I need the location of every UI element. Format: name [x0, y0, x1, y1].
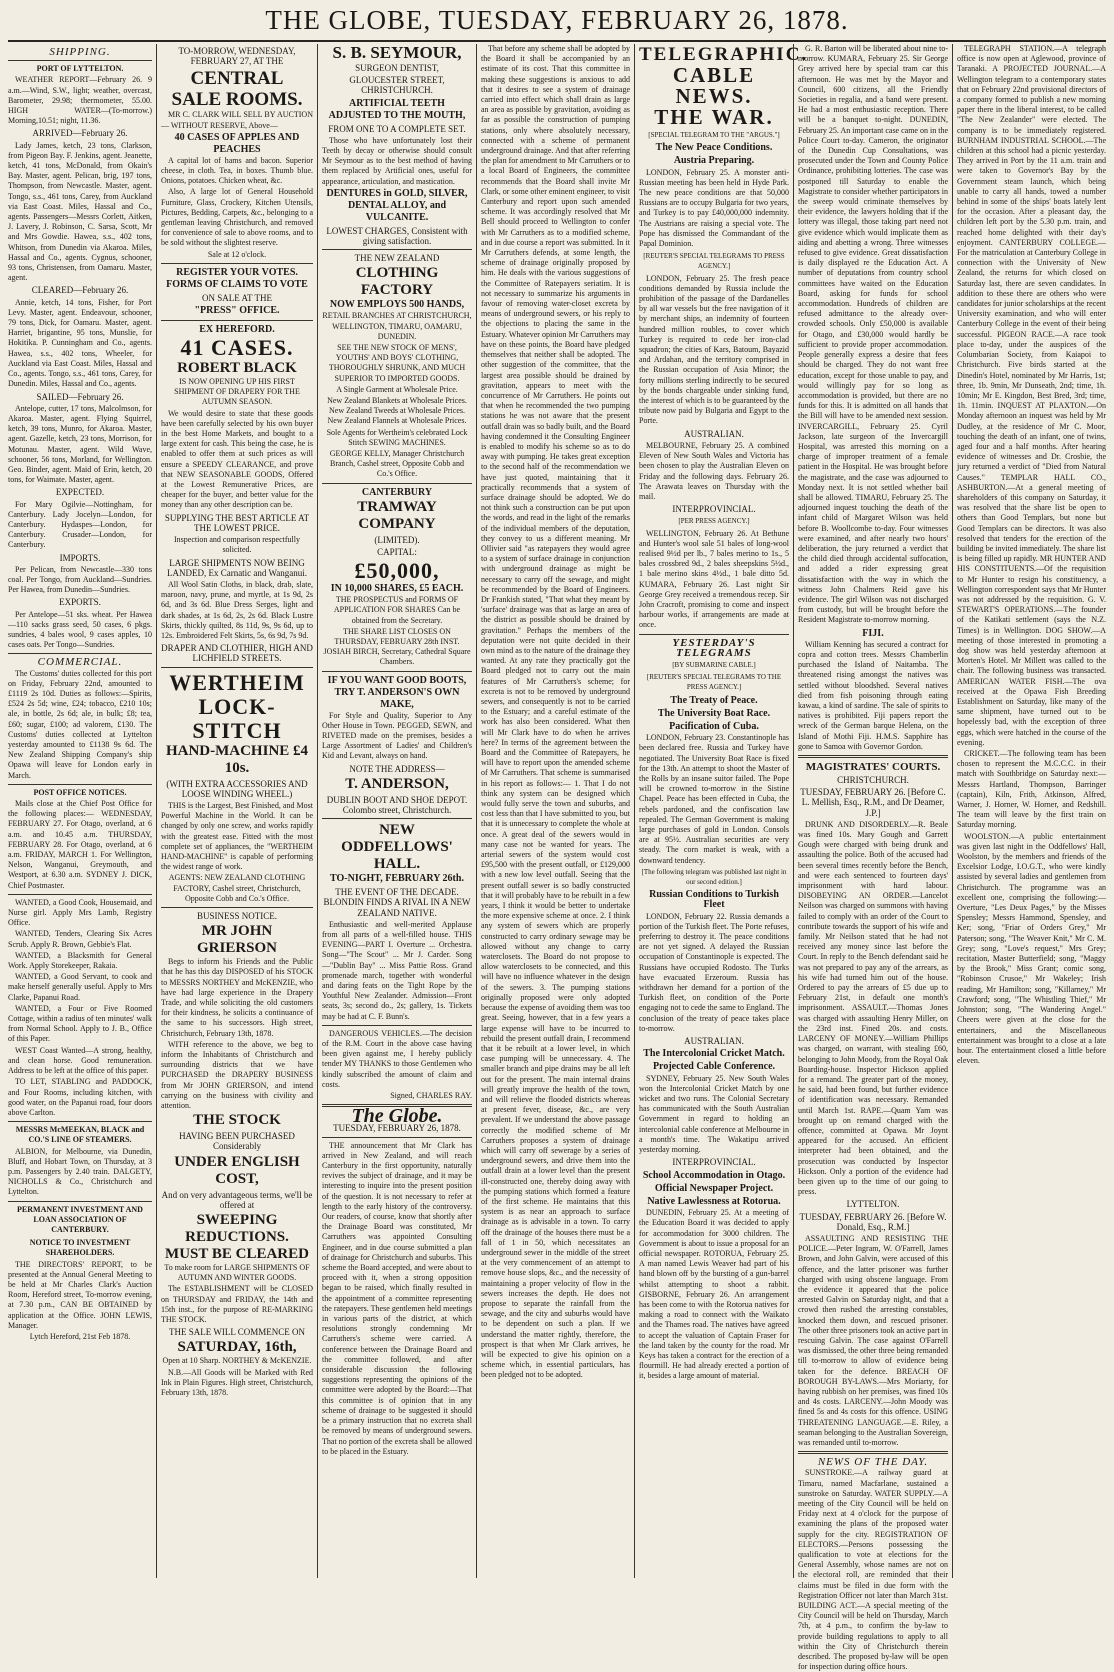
publish-note: [The following telegram was published last night in our second edition.]: [641, 867, 787, 887]
divider: [322, 671, 472, 672]
divider: [322, 818, 472, 819]
leader-continued: That before any scheme shall be adopted by the Board it shall be accompanied by an estimate of its cost. That this committee in making these suggestions is anxious to add that it desires to see a system of drainage carried into effect which shall drain as large an area as possible by gravitation, avoiding as far as possible the construction of pumping stations, only where absolutely necessary, connected with a scheme of permanent underground drainage. And that after referring the plan for amendment to Mr Carruthers or to a local Board of Engineers, the committee recommends that the Board shall invite Mr Clark, or some other eminent engineer, to visit Canterbury and report upon such amended scheme. It was accordingly resolved that Mr Bell should proceed to Wellington to confer with Mr Carruthers as to a modified scheme, and in due course a report was submitted. In it Mr Carruthers defends, at some length, the scheme of drainage originally proposed by him. He deals with the various suggestions of the Committee of Ratepayers seriatim. It is not necessary to summarize his arguments in favour of removing water-closet excreta by means of underground sewers, or his reply to the objections to placing the same in the Estuary. Whatever opinion Mr Carruthers may have on these points, the Board have pledged themselves that neither shall be adopted. The other suggestion of the committee, that the largest area possible should be drained by gravitation, appears to meet with the concurrence of Mr Carruthers. He points out that when he recommended the two pumping stations he was not aware that the present outfall drain was so badly built, and the Board having condemned it the Consulting Engineer is enabled to modify his scheme so as to do away with pumping. He takes great exception to the second half of the recommendation we have just quoted, maintaining that it practically recommends that a system of surface drainage should be adopted. We do not think such a construction can be put upon the words, and read in the light of the remarks of the individual members of the deputation, they convey to us a different meaning. Mr Ollivier said "as ratepayers they would agree to a system of surface drainage in conjunction with underground drainage as might be necessary to carry off the sewage, and might be recommended by the Board of Engineers. Dr Frankish stated, "That what they meant by 'surface' drainage was that as large an area of the district as possible should be drained by gravitation." Perhaps the members of the deputation were not quite decided in their own mind as to the nature of the drainage they wanted. At any rate they practically got the Board pledged not to carry out the main features of Mr Carruthers's scheme; for excreta is not to be removed by underground sewers, and consequently is not to be carried to the Estuary; and a careful estimate of the work has also been considered. What then will Mr Clark have to do when he arrives here? In terms of the agreement between the Board and the Committee of Ratepayers, he will have to report upon the amended scheme of Mr Carruthers. That scheme is summarised in his report as follows:— 1. That I do not think any system can be designed which would fully serve the town and suburbs, and cost less than that I have submitted to you, but that it is unnecessary to complete the whole at once. A great deal of the sewers would in many case not be wanted for years. The arterial sewers of the system would cost £95,500 with the present outfall, or £129,000 with a new low level outfall. Seeing that the present outfall sewer is so badly constructed that it will probably have to be rebuilt in a few years, I think it would be better to undertake the more expensive scheme at once. 2. I think any system of sewers which are properly constructed to carry ordinary sewage may be allowed without any change to carry waterclosets. The Board do not propose to allow waterclosets to be connected, and this will have no influence whatever in the design of the sewers. 3. The pumping stations originally proposed were only adopted because the expense of avoiding them was too great. Seeing, however, that in a few years a large expense will have to be incurred to rebuild the present outfall drain, I recommend that it be rebuilt at a lower level, in which case pumping will be unnecessary. 4. The smaller branch and pipe drains may be all left out for the present. The main internal drains will greatly improve the health of the town, and will relieve the flooded districts whereas at present fever, disease, &c., are very prevalent. If we understand the above passage correctly the modified scheme of Mr Carruthers proposes a system of drainage which will carry off sewerage by a series of underground sewers, and drive them into the outfall drain at a lower level than the present ill-constructed one, thereby doing away with the pumping stations which formed a feature of the first scheme. He maintains that this system is as near an approach to surface drainage as is advisable in a town. To carry off the drainage of the houses there must be a fall of 1 in 50, which necessitates an underground sewer in the middle of the street at the very commencement of an attempt to remove house slops, &c., and the necessity of maintaining a proper velocity of flow in the sewers increases the depth. He does not propose to separate the rainfall from the sewage, and the city and suburbs would have to be dependent on such a plan. If we understand the matter rightly, therefore, the prospect is that when Mr Clark arrives, he will be expected to give his opinion on a scheme which, in essential particulars, has been pledged not to be adopted.: [481, 44, 630, 1380]
local-news: TELEGRAPH STATION.—A telegraph office is now open at Aglewood, province of Taranaki. A PROJECTED JOURNAL.—A Wellington telegram to a contemporary states that on February 22nd provisional directors of a company formed to publish a new morning paper there in the liberal interest, to be called "The New Zealander" were elected. The company is to be immediately registered. BURNHAM INDUSTRIAL SCHOOL.—The children at this school had a picnic yesterday. They arrived in Port by the 11 a.m. train and were taken to Governor's Bay by the Government steam launch, which being unable to carry all hands, towed a number behind in some of the ships' boats lately lent for the occasion. After a pleasant day, the children left port by the 5.30 p.m. train, and reached home delighted with their day's enjoyment. CANTERBURY COLLEGE.—For the matriculation at Canterbury College in connection with the University of New Zealand, the returns for which closed on Saturday last, there are seven candidates. In addition to these there are others who were candidates for junior scholarships at the recent University examination, and who will enter Canterbury College in the event of their being successful. PIGEON RACE.—A race took place to-day, under the auspices of the Columbarian Society, from Kaiapoi to Christchurch. Five birds started at the Dinedin's Hotel, nominated by Mr Harris, 1st; three, 1b. 9min, Mr Dunseath, 2nd; time, 1h. 10min; Mr E. Kingdon, Best Bred, 3rd; time, 1h. 11min. INQUEST AT PLAXTON.—On Monday afternoon an inquest was held by Mr Dudley, at the residence of Mr C. Moor, touching the death of an infant, one of twins, aged four and a half months. After hearing evidence of witnesses and Dr. Crosbie, the jury returned a verdict of "Died from Natural Causes." TEMPLAR HALL CO., ASHBURTON.—At a general meeting of shareholders of this company on Saturday, it was resolved that the share list be open to others than Good Templars, but none but Good Templars can be directors. It was also resolved that tenders for the erection of the building be invited immediately. The share list is being filled up rapidly. MR HUNTER AND HIS CONSTITUENTS.—Of the requisition to Mr Hunter to resign his constituency, a Wellington correspondent says that Mr Hunter was not addressed by the requisition. G. V. STEWART'S OPERATIONS.—The founder of the Katikati settlement (says the N.Z. Times) is in Wellington. DOG SHOW.—A meeting of those interested in promoting a dog show was held yesterday afternoon at Morten's Hotel. Mr Millett was called to the chair. The following business was transacted. AMERICAN WATER FISH.—The ova received at the Opawa Fish Breeding Establishment on Saturday, like many of the same shipment, have turned out to be hopelessly bad, with the exception of three eggs, which were hatched in the course of the evening.: [957, 44, 1106, 747]
austria-heading: Austria Preparing.: [673, 155, 755, 167]
christchurch-heading: CHRISTCHURCH.: [837, 775, 909, 786]
yesterday-text: LONDON, February 23. Constantinople has been declared free. Russia and Turkey have negotiated. The University Boat Race is fixed for the 13th. An attempt to shoot the Master of the Rolls by an insane suitor failed. The Pope will be crowned to-morrow in the Sistine Chapel. Peace has been effected in Cuba, the rebels pardoned, and the confiscation law repealed. The German Government is making large purchases of gold in London. Consols are at 95½. Australian securities are very steady. The corn market is weak, with a downward tendency.: [639, 733, 789, 865]
sale-time: Sale at 12 o'clock.: [207, 249, 267, 259]
russian-text: LONDON, February 22. Russia demands a portion of the Turkish fleet. The Porte refuses, preferring to destroy it. The peace conditions are not yet signed. A delayed the Russian occupation of Constantinople is expected. The Russians have occupied Rodosto. The Turks have evacuated Erzeroum. Russia has withdrawn her demand for a portion of the Turkish fleet, on condition of the Porte engaging not to cede the same to England. The conclusion of the treaty of peace takes place to-morrow.: [639, 911, 789, 1033]
exports-list: Per Antelope—51 sks. wheat. Per Hawea—110 sacks grass seed, 50 cases, 6 pkgs. sundries, 4 bales wool, 9 cases apples, 10 cases oats. Per Tongo—Sundries.: [8, 609, 152, 650]
interprovincial-heading-2: INTERPROVINCIAL.: [672, 1157, 756, 1168]
gloucester-text: GLOUCESTER STREET, CHRISTCHURCH.: [349, 75, 445, 96]
must-clear-heading: MUST BE CLEARED: [165, 1246, 309, 1263]
large-shipments: LARGE SHIPMENTS NOW BEING LANDED, Ex Carnatic and Wanganui.: [166, 557, 308, 578]
wanted-ad: WANTED, a Good Servant, to cook and make herself generally useful. Apply to Mrs Clarke, Papanui Road.: [8, 972, 152, 1002]
wertheim-heading: WERTHEIM: [169, 669, 305, 695]
war-heading: THE WAR.: [654, 105, 774, 129]
column-ads-2: [322, 44, 472, 1578]
notice-text: THE DIRECTORS' REPORT, to be presented at the Annual General Meeting to be held at Mr Charles Clark's Auction Room, Hereford street, To-morrow evening, at 7.30 p.m., CAN BE OBTAINED by application at the Office. JOHN LEWIS, Manager.: [8, 1259, 152, 1330]
native-heading: Native Lawlessness at Rotorua.: [647, 1195, 781, 1207]
agents-text: Sole Agents for Wertheim's celebrated Lock Stitch SEWING MACHINES.: [326, 427, 468, 447]
branches-text: RETAIL BRANCHES AT CHRISTCHURCH, WELLINGTON, TIMARU, OAMARU, DUNEDIN.: [322, 311, 472, 341]
arrived-heading: ARRIVED—February 26.: [32, 128, 128, 139]
tonight-text: TO-NIGHT, FEBRUARY 26th.: [330, 873, 464, 885]
exports-heading: EXPORTS.: [59, 597, 101, 608]
cricket-heading: The Intercolonial Cricket Match.: [643, 1048, 785, 1060]
sale-date: TO-MORROW, WEDNESDAY, FEBRUARY 27, AT THE: [178, 46, 296, 67]
note-address: NOTE THE ADDRESS—: [349, 763, 445, 774]
cable-news-heading: CABLE NEWS.: [672, 63, 756, 108]
cuba-heading: Pacification of Cuba.: [669, 720, 759, 732]
signed-text: Signed, CHARLES RAY.: [390, 1091, 472, 1100]
fiji-text: William Kenning has secured a contract for copra and cotton trees. Messrs Chamberlin purchased the Island of Naitamba. The threatened rising amongst the natives was settled without bloodshed. Several natives died from fish poisoning through eating kawau, a kind of sardine. The sale of spirits to natives is prohibited. Fiji papers report the wreck of the German barque Helena, on the Island of Mothi Fiji. H.M.S. Sapphire has gone to Samoa with Governor Gordon.: [798, 639, 948, 751]
surgeon-text: SURGEON DENTIST,: [355, 63, 439, 73]
court-text: DRUNK AND DISORDERLY.—R. Beale was fined 10s. Mary Gough and Garrett Gough were charged with being drunk and assaulting the police. Both of the accused had been several times recently before the Bench, and were each sentenced to fourteen days' imprisonment with hard labour. DISOBEYING AN ORDER.—Lancelot Neilson was charged on summons with having failed to comply with an order of the Court to contribute towards the support of his wife and family. Mr Neilson stated that he had not received any money since last before the Court. In reply to the Bench defendant said he was not prepared to pay any of the arrears, as his wife had turned him out of the house. Ordered to pay the arrears of £5 due up to February 21st, in default one month's imprisonment. ASSAULT.—Thomas Jones was charged with assaulting Henry Miller, on the 23rd inst. Fined 20s. and costs. LARCENY OF MONEY.—William Phillips was charged, on warrant, with stealing £60, belonging to John Moody, from the Royal Oak Boarding-house. Inspector Hickson applied for a remand. The greater part of the money, he said, had been found, but further evidence of identification was necessary. Remanded until March 1st. RAPE.—Quam Yam was brought up on remand charged with the offence, committed at Opawa. Mr Joynt appeared for the accused. An efficient interpreter had been obtained, and the prosecution was conducted by Inspector Hickson. Only a portion of the evidence had been given up to the time of our going to press.: [798, 819, 948, 1197]
divider: [322, 249, 472, 250]
notice-heading: NOTICE TO INVESTMENT SHAREHOLDERS.: [29, 1238, 131, 1258]
column-rule: [793, 44, 794, 1578]
limited-text: (LIMITED).: [374, 534, 420, 545]
draper-address: DRAPER AND CLOTHIER, HIGH AND LICHFIELD STREETS.: [161, 643, 313, 664]
drapery-text: IS NOW OPENING UP HIS FIRST SHIPMENT OF DRAPERY FOR THE AUTUMN SEASON.: [174, 377, 300, 407]
tramway-heading: TRAMWAY COMPANY: [357, 498, 437, 532]
cricket-news: CRICKET.—The following team has been chosen to represent the M.C.C.C. in their match with Southbridge on Saturday next:—Messrs Hartland, Thompson, Barringer (captain), Kiln, Frith, Atkinson, Alfred, Warner, J. Horner, W. Horner, and Redshill. The team will leave by the first train on Saturday morning.: [957, 749, 1106, 830]
onsale-text: ON SALE AT THE: [202, 292, 272, 303]
australian-heading-2: AUSTRALIAN.: [684, 1036, 744, 1047]
tram-heading: CANTERBURY: [361, 486, 433, 498]
event-text: THE EVENT OF THE DECADE. BLONDIN FINDS A RIVAL IN A NEW ZEALAND NATIVE.: [323, 887, 471, 918]
globe-date: TUESDAY, FEBRUARY 26, 1878.: [333, 1123, 461, 1134]
column-local: [957, 44, 1106, 1578]
under-cost-heading: UNDER ENGLISH COST,: [174, 1153, 300, 1187]
dublin-text: DUBLIN BOOT AND SHOE DEPOT. Colombo street, Christchurch.: [326, 794, 468, 815]
divider: [8, 60, 152, 61]
commercial-heading: COMMERCIAL.: [37, 656, 123, 669]
column-ads-1: [161, 44, 313, 1578]
divider: [639, 634, 789, 635]
divider: [161, 907, 313, 908]
wanted-ad: WANTED, a Four or Five Roomed Cottage, within a radius of ten minutes' walk from Normal School. Apply to J. B., Office of this Paper.: [8, 1003, 152, 1044]
fiji-heading: FIJI.: [862, 627, 884, 639]
telegrams-continued: G. R. Barton will be liberated about nine to-morrow. KUMARA, February 25. Sir George Grey arrived here by special tram car this afternoon. He was met by the Mayor and Council, 600 citizens, all the Friendly Societies in regalia, and a band were present. He had a most enthusiastic reception. There will be a banquet to-night. DUNEDIN, February 25. An important case came on in the Police Court to-day. Cameron, the originator of the Dunedin Cup Consultations, was prosecuted under the Town and County Police Ordinance, prohibiting lotteries. The case was postponed till Saturday to enable the Magistrate to consider whether participators in the sweep would criminate themselves by their evidence, the lawyers holding that if the lottery was illegal, those taking part need not give evidence which would implicate them as aiding and abetting a wrong. Three witnesses refused to give evidence. Great dissatisfaction is daily displayed re the Education Act. A number of deputations from country school committees have waited on the Education Board, asking for funds for school accommodation. Hundreds of children are refused admittance to the already over-crowded schools. Only £50,000 is available for Otago, and £30,000 would hardly be sufficient to provide proper accommodation. People generally express a desire that fees should be charged. They do not want free education, except for those unable to pay, and would willingly pay for so long as accommodation is provided, but there are no funds for this. It is admitted on all hands that the Bill will have to be amended next session. INVERCARGILL, February 25. Cyril Jackson, late surgeon of the Invercargill Hospital, was arrested this morning on a charge of improper treatment of a female patient in the Hospital. He was brought before the magistrate, and the case was adjourned to Monday next. It is not settled whether bail shall be allowed. TIMARU, February 25. The adjourned inquest touching the death of the infant child of Margaret Wilson was held before B. Woollcombe to-day. Four witnesses were examined, and after nearly two hours' deliberation, the jury returned a verdict that the child died through accidental suffocation, and added a rider expressing great dissatisfaction with the way in which the witness John Chalmers Reid gave his evidence. The girl Wilson was not discharged from custody, but will be brought before the Resident Magistrate to-morrow morning.: [798, 44, 948, 625]
commercial-text: The Customs' duties collected for this port on Friday, February 22nd, amounted to £1119 2s 10d. Duties as follows:—Spirits, £524 2s 5d; wine, £24; tobacco, £210 10s; ale, in bottle, 2s 6d; ale, in bulk; £8; tea, £60; sugar, £100; ad valorem, £130. The Customs' duties collected at Lyttelton yesterday amounted to £1138 9s 6d. The New Zealand Shipping Company's ship Opawa will leave for London early in March.: [8, 668, 152, 780]
lyttelton-heading: LYTTELTON.: [846, 1199, 900, 1210]
divider: [161, 667, 313, 668]
divider: [8, 1121, 152, 1122]
postoffice-text: Mails close at the Chief Post Office for the following places:— WEDNESDAY, FEBRUARY 27. For Otago, overland, at 6 a.m. and 10.45 a.m. THURSDAY, FEBRUARY 28. For Otago, overland, at 6 a.m. FRIDAY, MARCH 1. For Wellington, Nelson, Wanganui, Greymouth, and Westport, at 6.30 a.m. SYDNEY J. DICK, Chief Postmaster.: [8, 799, 152, 890]
permanent-heading: PERMANENT INVESTMENT AND LOAN ASSOCIATION OF CANTERBURY.: [17, 1204, 143, 1234]
lots-text: A capital lot of hams and bacon. Superior cheese, in cloth. Tea, in boxes. Thumb blue. Onions, potatoes. Chicken wheat, &c.: [161, 155, 313, 186]
inspection-text: Inspection and comparison respectfully solicited.: [174, 535, 300, 555]
stock-heading: THE STOCK: [193, 1112, 281, 1129]
divider: [161, 320, 313, 321]
divider: [322, 483, 472, 484]
russian-heading: Russian Conditions to Turkish Fleet: [649, 889, 779, 911]
wanted-ad: WEST Coast Wanted—A strong, healthy, and clean horse. Good remuneration. Address to be left at the office of this paper.: [8, 1045, 152, 1076]
sailed-heading: SAILED—February 26.: [36, 391, 124, 402]
exhereford-heading: EX HEREFORD.: [199, 324, 275, 336]
boots-heading: IF YOU WANT GOOD BOOTS, TRY T. ANDERSON'S OWN MAKE,: [327, 674, 467, 710]
capital-text: CAPITAL:: [377, 546, 417, 557]
close-text: THE SHARE LIST CLOSES ON THURSDAY, FEBRUARY 28th INST. JOSIAH BIRCH, Secretary, Cathedral Square Chambers.: [323, 626, 471, 667]
australian-text: MELBOURNE, February 25. A combined Eleven of New South Wales and Victoria has been chosen to play the Australian Eleven on Friday and the following days. February 26. The Arawata leaves on Thursday with the mail.: [639, 440, 789, 501]
thesale-text: THE SALE WILL COMMENCE ON: [169, 1327, 305, 1338]
tolet-ad: TO LET, STABLING and PADDOCK, and Four Rooms, including kitchen, with good water, on the Papanui road, four doors above Carlton.: [8, 1077, 152, 1117]
clothing-factory-heading: CLOTHING FACTORY: [355, 265, 439, 299]
imports-heading: IMPORTS.: [59, 552, 101, 563]
interprovincial-text: WELLINGTON, February 26. At Bethune and Hunter's wool sale 51 bales of long-wool realised 9½d per lb., 7 bales merino to 1s., 5 bales crossbred 9d., 2 bales sheepskins 5½d., 1 bale merino skins 4½d., 1 bale ditto 5d. KUMARA, February 26. Last night Sir George Grey received a tremendous recep. Sir John Cracroft, promising to come and inspect harbour works, if arrangements are made at once.: [639, 528, 789, 630]
terms-text: And on very advantageous terms, we'll be offered at: [161, 1189, 313, 1210]
masthead-rule: [8, 40, 1106, 42]
press-office: "PRESS" OFFICE.: [194, 305, 280, 317]
room-text: To make room for LARGE SHIPMENTS OF AUTUMN AND WINTER GOODS.: [164, 1263, 310, 1283]
peace-heading: The New Peace Conditions.: [655, 142, 773, 154]
lines-text: All Wool Satin Cloths, in black, drab, slate, maroon, navy, prune, and myrtle, at 1s 9d, 2s 6d, and 3s 6d. Blue Dress Serges, light and dark shades, at 1s 6d, 2s, 2s 6d. Black Lustre Skirts, thickly quilted, 8s 11d, 9s, 9s 6d, up to 12s. Embroidered Felt Skirts, 5s, 6s 9d, 7s 9d.: [161, 579, 313, 640]
news-text: SUNSTROKE.—A railway guard at Timaru, named Macfarlane, sustained a sunstroke on Saturday. WATER SUPPLY.—A meeting of the City Council will be held on Friday next at 4 o'clock for the purpose of examining the plans of the proposed water supply for the city. REGISTRATION OF ELECTORS.—Persons possessing the qualification to vote at elections for the General Assembly, whose names are not on the electoral roll, are reminded that their claims must be filed in due form with the Registration Officer not later than March 31st. BUILDING ACT.—A special meeting of the City Council will be held on Thursday, March 7th, at 4 p.m., to confirm the by-law to provide building regulations to apply to all within the City of Christchurch therein described. The proposed by-law will be open for inspection during office hours.: [798, 1468, 948, 1672]
supplying-text: SUPPLYING THE BEST ARTICLE AT THE LOWEST PRICE.: [164, 512, 310, 533]
shipping-heading: SHIPPING.: [49, 46, 111, 58]
capital-amount: £50,000,: [354, 558, 440, 584]
lockstitch-heading: LOCK-STITCH: [192, 693, 282, 743]
column-news: [798, 44, 948, 1672]
conference-heading: Projected Cable Conference.: [652, 1061, 776, 1073]
grierson-body: Begs to inform his Friends and the Public that he has this day DISPOSED of his STOCK to MESSRS NORTHEY and McKENZIE, who have had large experience in the Drapery Trade, and while soliciting the old customers for their kindness, he solicits a continuance of the same to his successors. High street, Christchurch, February 13th, 1878.: [161, 957, 313, 1038]
prospectus-text: THE PROSPECTUS and FORMS OF APPLICATION FOR SHARES Can be obtained from the Secretary.: [333, 595, 461, 625]
arrived-list: Lady James, ketch, 23 tons, Clarkson, from Pigeon Bay. F. Jenkins, agent. Jeanette, ketch, 41 tons, McDonald, from Okain's Bay. Master, agent. Pelican, brig, 197 tons, Thompson, from Newcastle. Master, agent. Tongo, s.s., 461 tons, Carey, from Auckland via East Coast. Miles, Hassal and Co., agents. Passengers—Messrs Corlett, Aitken, J. Lavery, J. Robinson, C. Sarsa, Scott, Mr and Mrs Gowdie. Hawea, s.s., 402 tons, Whitson, from Dunedin via Akaroa. Miles, Hassal and Co., agents. Cygnus, schooner, 93 tons, Christensen, from Oamaru. Master, agent.: [8, 140, 152, 283]
imports-list: Per Pelican, from Newcastle—330 tons coal. Per Tongo, from Auckland—Sundries. Per Hawea, from Dunedin—Sundries.: [8, 564, 152, 595]
teeth-heading: ARTIFICIAL TEETH ADJUSTED TO THE MOUTH,: [328, 97, 466, 121]
sailed-list: Antelope, cutter, 17 tons, Malcolmson, for Akaroa. Master, agent. Flying Squirrel, ketch, 39 tons, Munro, for Akaroa. Master, agent. Gazelle, ketch, 23 tons, Morrison, for Motunau. Master, agent. Wild Wave, schooner, 56 tons, Morland, for Wellington. Geo. Binder, agent. Maid of Erin, ketch, 20 tons, for Waimate. Master, agent.: [8, 403, 152, 485]
register-heading: REGISTER YOUR VOTES.: [176, 266, 298, 278]
expected-heading: EXPECTED.: [55, 487, 105, 498]
machine-body: THIS is the Largest, Best Finished, and Most Powerful Machine in the World. It can be changed by only one screw, and works rapidly with the greatest ease. Fitted with the most complete set of appliances, the "WERTHEIM HAND-MACHINE" is capable of performing the widest range of work.: [161, 800, 313, 872]
danger-notice: DANGEROUS VEHICLES.—The decision of the R.M. Court in the above case having been given against me, I hereby publicly tender MY THANKS to those Gentlemen who kindly subscribed the amount of claim and costs.: [322, 1028, 472, 1089]
weather-report: WEATHER REPORT—February 26. 9 a.m.—Wind, S.W., light; weather, overcast, Barometer, 29.98; thermometer, 55.00. HIGH WATER—(To-morrow.) Morning,10.51; night, 11.36.: [8, 75, 152, 126]
kelly-text: GEORGE KELLY, Manager Christchurch Branch, Cashel street, Opposite Cobb and Co.'s Office.: [329, 449, 465, 479]
column-rule: [317, 44, 318, 1578]
auction-text: MR C. CLARK WILL SELL BY AUCTION— WITHOUT RESERVE, Above—: [161, 110, 313, 130]
footer-note: Lytch Hereford, 21st Feb 1878.: [29, 1331, 131, 1341]
column-leader: [481, 44, 630, 1578]
lowest-charges: LOWEST CHARGES, Consistent with giving satisfaction.: [326, 225, 468, 247]
divider: [798, 755, 948, 758]
special-telegram: [SPECIAL TELEGRAM TO THE "ARGUS."]: [648, 131, 780, 139]
drapery-body: We would desire to state that these goods have been carefully selected by his own buyer in the best Home Markets, and bought to a large extent for cash. This being the case, he is enabled to offer them at such prices as will ensure a SPEEDY CLEARANCE, and prove that NEW SEASONABLE GOODS, Offered at the Lowest Remunerative Prices, are cheaper for the buyer, and better value for the money than any other description can be.: [161, 408, 313, 510]
also-text: Also, A large lot of General Household Furniture, Glass, Crockery, Kitchen Utensils, Pictures, Bedding, Carpets, &c., belonging to a gentleman leaving Christchurch, and removed for convenience of sale to above rooms, and to be sold without the slightest reserve.: [161, 187, 313, 248]
steamers-heading: MESSRS McMEEKAN, BLACK and CO.'S LINE OF STEAMERS.: [15, 1125, 145, 1145]
blankets-text: New Zealand Blankets at Wholesale Prices. New Zealand Tweeds at Wholesale Prices. New Zealand Flannels at Wholesale Prices.: [327, 396, 467, 426]
newspaper-title: THE GLOBE, TUESDAY, FEBRUARY 26, 1878.: [265, 5, 849, 35]
australian-text-2: SYDNEY, February 25. New South Wales won the Intercolonial Cricket Match by one wicket and two runs. The Colonial Secretary has communicated with the South Australian Government in regard to holding an intercolonial cable conference at Melbourne in a month's time. The Wakatipu arrived yesterday morning.: [639, 1073, 789, 1155]
postoffice-heading: POST OFFICE NOTICES.: [33, 787, 127, 797]
column-rule: [156, 44, 157, 1578]
open-text: Open at 10 Sharp. NORTHEY & McKENZIE.: [162, 1356, 312, 1366]
wanted-ad: WANTED, a Good Cook, Housemaid, and Nurse girl. Apply Mrs Lamb, Registry Office.: [8, 897, 152, 928]
column-rule: [476, 44, 477, 1578]
masthead: [0, 0, 1114, 40]
divider: [322, 1137, 472, 1138]
expected-list: For Mary Ogilvie—Nottingham, for Canterbury. Lady Jocelyn—London, for Canterbury. Hydaspes—London, for Canterbury. Crusader—London, for Canterbury.: [8, 499, 152, 550]
central-heading: CENTRAL: [190, 68, 284, 90]
forms-heading: FORMS OF CLAIMS TO VOTE: [166, 278, 308, 290]
robert-black-heading: ROBERT BLACK: [177, 360, 297, 377]
press-agency-label: [PER PRESS AGENCY.]: [678, 517, 750, 526]
woolston-news: WOOLSTON.—A public entertainment was given last night in the Oddfellows' Hall, Woolston, by the members and friends of the Excelsior Lodge, I.O.G.T., who were kindly assisted by several ladies and gentlemen from Christchurch. The programme was an excellent one, comprising the following:—Overture, "Les Deux Pages," by the Misses Spensley; Messrs Hammond, Spensley, and Ker; song, "Friar of Orders Grey," Mr Paterson; song, "The Weaver Knit," Mr C. M. Grey; song, "Love's request," Mrs Grey; recitation, Master Butterfield; song, "Maggy by the Brook," Miss Grant; comic song, "Robinson Crusoe," Mr Wakeley; Irish reading, Mr Hamilton; song, "Killarney," Mr Crawford; song, "The Whistling Thief," Mr Johnston; song, "The Wandering Angel." Cheers were given at the close for the entertainers, and the Miscellaneous entertainment was brought to a close at a late hour. The entertainment closed a little before eleven.: [957, 831, 1106, 1066]
reuter-text: LONDON, February 25. The fresh peace conditions demanded by Russia include the prohibition of the passage of the Dardanelles by all war vessels but the free navigation of it by merchant ships, an indemnity of fourteen hundred million roubles, to cover which Turkey is required to cede her iron-clad squadron; the cities of Kars, Batoum, Bayazid and Ardahan, and the territory comprised in the Russian occupation of Asia Minor; the forty millions sterling indirectly to be secured by the bonds chargeable under sinking fund, the interest of which is to be guaranteed by the tribute now paid by Bulgaria and Egypt to the Porte.: [639, 273, 789, 426]
yesterday-heading: YESTERDAY'S TELEGRAMS: [672, 636, 756, 659]
dentures-text: DENTURES in GOLD, SILVER, DENTAL ALLOY, and VULCANITE.: [326, 187, 468, 223]
lyttelton-date: TUESDAY, FEBRUARY 26. [Before W. Donald, Esq., R.M.]: [799, 1211, 947, 1232]
wanted-ad: WANTED, Tenders, Clearing Six Acres Scrub. Apply R. Brown, Gebbie's Flat.: [8, 929, 152, 949]
column-rule: [952, 44, 953, 1578]
oddfellows-heading: NEW ODDFELLOWS' HALL.: [341, 822, 453, 873]
leader-article: THE announcement that Mr Clark has arrived in New Zealand, and will reach Canterbury in the first opportunity, naturally revives the subject of drainage, and it may be interesting to inquire into the present position of the question. It is not necessary to refer at length to the early history of the controversy. Our readers, of course, know that shortly after the Drainage Board was constituted, Mr Carruthers was appointed Consulting Engineer, and in due course submitted a plan of drainage for Christchurch and suburbs. This scheme the Board accepted, and were about to proceed with it, when a strong opposition began to be raised, which finally resulted in the appointment of a committee representing the ratepayers. These gentlemen held meetings in various parts of the district, at which resolutions strongly condemning Mr Carruthers's scheme were carried. A conference between the Drainage Board and the committee followed, and after considerable discussion the following suggestions representing the opinions of the committee were adopted by the Board:—That this committee is of opinion that in any scheme of drainage to be suggested it should be a primary instruction that no excreta shall be removed by means of underground sewers. That no portion of the excreta shall be allowed to be placed in the Estuary.: [322, 1140, 472, 1456]
apples-heading: 40 CASES OF APPLES AND PEACHES: [174, 131, 300, 155]
port-heading: PORT OF LYTTELTON.: [36, 64, 124, 74]
column-telegraphic: [639, 44, 809, 1578]
interprovincial-text-2: DUNEDIN, February 25. At a meeting of the Education Board it was decided to apply for accommodation for 3000 children. The Government is about to issue a proposal for an official newspaper. ROTORUA, February 25. A man named Lewis Weaver had part of his hand blown off by the bursting of a gun-barrel whilst attempting to shoot a rabbit. GISBORNE, February 26. An arrangement has been come to with the Rotorua natives for making a road to connect with the Waikato and the Thames road. The natives have agreed to accept the valuation of Captain Fraser for the land taken by the county for the road. Mr Keys has taken a contract for the erection of a flourmill. He had already erected a portion of it, besides a large amount of material.: [639, 1208, 789, 1381]
cases-heading: 41 CASES.: [180, 335, 294, 361]
cleared-heading: CLEARED—February 26.: [31, 285, 129, 296]
column-rule: [634, 44, 635, 1578]
interprovincial-heading: INTERPROVINCIAL.: [672, 504, 756, 515]
magistrates-heading: MAGISTRATES' COURTS.: [805, 761, 941, 774]
school-heading: School Accommodation in Otago.: [642, 1169, 786, 1181]
business-heading: BUSINESS NOTICE.: [196, 910, 277, 921]
boots-body: For Style and Quality, Superior to Any Other House in Town. PEGGED, SEWN, and RIVETED made on the premises, besides a Large Assortment of Ladies' and Children's Kid and Levant, always on hand.: [322, 710, 472, 761]
seymour-heading: S. B. SEYMOUR,: [332, 43, 462, 62]
shares-text: IN 10,000 SHARES, £5 EACH.: [330, 583, 464, 595]
machine-heading: HAND-MACHINE £4 10s.: [165, 742, 309, 776]
divider: [161, 263, 313, 264]
steamers-text: ALBION, for Melbourne, via Dunedin, Bluff, and Hobart Town, on Thursday, at 3 p.m. Passengers by 2.40 train. DALGETY, NICHOLLS & Co., Christchurch and Lyttelton.: [8, 1146, 152, 1197]
employs-text: NOW EMPLOYS 500 HANDS,: [329, 299, 465, 311]
purchased-text: HAVING BEEN PURCHASED Considerably: [179, 1131, 295, 1152]
court-date: TUESDAY, FEBRUARY 26. [Before C. L. Mellish, Esq., R.M., and Dr Deamer, J.P.]: [800, 787, 946, 818]
globe-heading: The Globe.: [351, 1105, 443, 1128]
salerooms-heading: SALE ROOMS.: [171, 89, 303, 111]
machine-subheading: (WITH EXTRA ACCESSORIES AND LOOSE WINDING WHEEL.): [166, 778, 308, 799]
nz-text: THE NEW ZEALAND: [354, 253, 440, 264]
cleared-list: Annie, ketch, 14 tons, Fisher, for Port Levy. Master, agent. Endeavour, schooner, 79 tons, Dick, for Oamaru. Master, agent. Harriet, brigantine, 95 tons, Munslie, for Hokitika. P. Cunningham and Co., agents. Hawea, s.s., 402 tons, Wheeler, for Auckland via East Coast. Miles, Hassal and Co., agents. Tongo, s.s., 461 tons, Carey, for Dunedin. Miles, Hassal and Co., agents.: [8, 297, 152, 389]
sweeping-heading: SWEEPING REDUCTIONS.: [185, 1212, 289, 1246]
divider: [8, 894, 152, 895]
treaty-heading: The Treaty of Peace.: [670, 694, 758, 706]
grierson-heading: MR JOHN GRIERSON: [196, 923, 278, 957]
reuter-label: [REUTER'S SPECIAL TELEGRAMS TO THE PRESS AGENCY.]: [646, 673, 782, 692]
wanted-ad: WANTED, a Blacksmith for General Work. Apply Storekeeper, Rakaia.: [8, 950, 152, 971]
lyttelton-text: ASSAULTING AND RESISTING THE POLICE.—Peter Ingram, W. O'Farrell, James Brown, and John Galvin, were accused of this offence, and the latter prisoner was further charged with using obscene language. From the evidence it appeared that the police arrested Galvin on Saturday night, and that a crowd then rushed the arresting constables, knocked them down, and rescued prisoner. The other three prisoners took an active part in rescuing Galvin. The case against O'Farrell was dismissed, the other three being remanded till to-morrow to allow of evidence being taken for the defence. BREACH OF BOROUGH BY-LAWS.—Mrs Moriarty, for having rubbish on her premises, was fined 10s and 4s costs. LARCENY.—John Moody was fined 5s and 4s costs for this offence. USING THREATENING LANGUAGE.—E. Riley, a seaman belonging to the Australian Sovereign, was remanded until to-morrow.: [798, 1233, 948, 1448]
complete-set: FROM ONE TO A COMPLETE SET.: [328, 123, 466, 134]
telegraphic-heading: TELEGRAPHIC.: [639, 44, 809, 65]
withref-body: WITH reference to the above, we beg to inform the Inhabitants of Christchurch and surrounding districts that we have PURCHASED the DRAPERY BUSINESS from Mr JOHN GRIERSON, and intend carrying on the business with civility and attention.: [161, 1039, 313, 1111]
divider: [798, 1451, 948, 1454]
column-shipping: [8, 44, 152, 1578]
austria-text: LONDON, February 25. A monster anti-Russian meeting has been held in Hyde Park. The new peace conditions are that 50,000 Russians are to occupy Bulgaria for two years, and Turkey is to pay £40,000,000 indemnity. The Austrians are raising a special vote. The Pope has dismissed the Commandant of the Papal Dominion.: [639, 167, 789, 249]
reuter-label: [REUTER'S SPECIAL TELEGRAMS TO PRESS AGENCY.]: [643, 252, 785, 271]
closed-text: The ESTABLISHMENT will be CLOSED on THURSDAY and FRIDAY, the 14th and 15th inst., for the purpose of RE-MARKING THE STOCK.: [161, 1284, 313, 1325]
boatrace-heading: The University Boat Race.: [657, 707, 771, 719]
official-heading: Official Newspaper Project.: [654, 1182, 774, 1194]
australian-heading: AUSTRALIAN.: [684, 428, 744, 439]
submarine-label: [BY SUBMARINE CABLE.]: [672, 660, 756, 669]
wholesale-text: A Single Garment at Wholesale Price.: [336, 384, 458, 394]
divider: [8, 784, 152, 785]
nb-text: N.B.—All Goods will be Marked with Red Ink in Plain Figures. High street, Christchurch, February 13th, 1878.: [161, 1367, 313, 1398]
teeth-body: Those who have unfortunately lost their Teeth by decay or otherwise should consult Mr Seymour as to the best method of having them replaced by Artificial ones, useful for appearance, articulation, and mastication.: [322, 135, 472, 186]
divider: [322, 1025, 472, 1026]
divider: [8, 1201, 152, 1202]
agents-text: AGENTS: NEW ZEALAND CLOTHING FACTORY, Cashel street, Christchurch, Opposite Cobb and Co.'s Office.: [168, 873, 306, 903]
news-heading: NEWS OF THE DAY.: [817, 1456, 929, 1469]
seenew-text: SEE THE NEW STOCK OF MENS', YOUTHS' AND BOYS' CLOTHING, THOROUGHLY SHRUNK, AND MUCH SUPERIOR TO IMPORTED GOODS.: [328, 343, 466, 383]
event-body: Enthusiastic and well-merited Applause from all parts of a well-filled house. THIS EVENING—PART I. Overture ... Orchestra. Song—"The Scout" ... Mr J. Carder. Song—"Dublin Bay" ... Miss Pattie Ross. Grand promenade march, together with wonderful and daring feats on the Tight Rope by the Youthful New Zealander. Admission—Front seats, 3s; second do., 2s; gallery, 1s. Tickets may be had at C. F. Bunn's.: [322, 919, 472, 1021]
saturday-heading: SATURDAY, 16th,: [177, 1339, 297, 1356]
anderson-heading: T. ANDERSON,: [345, 775, 449, 792]
divider: [8, 653, 152, 654]
